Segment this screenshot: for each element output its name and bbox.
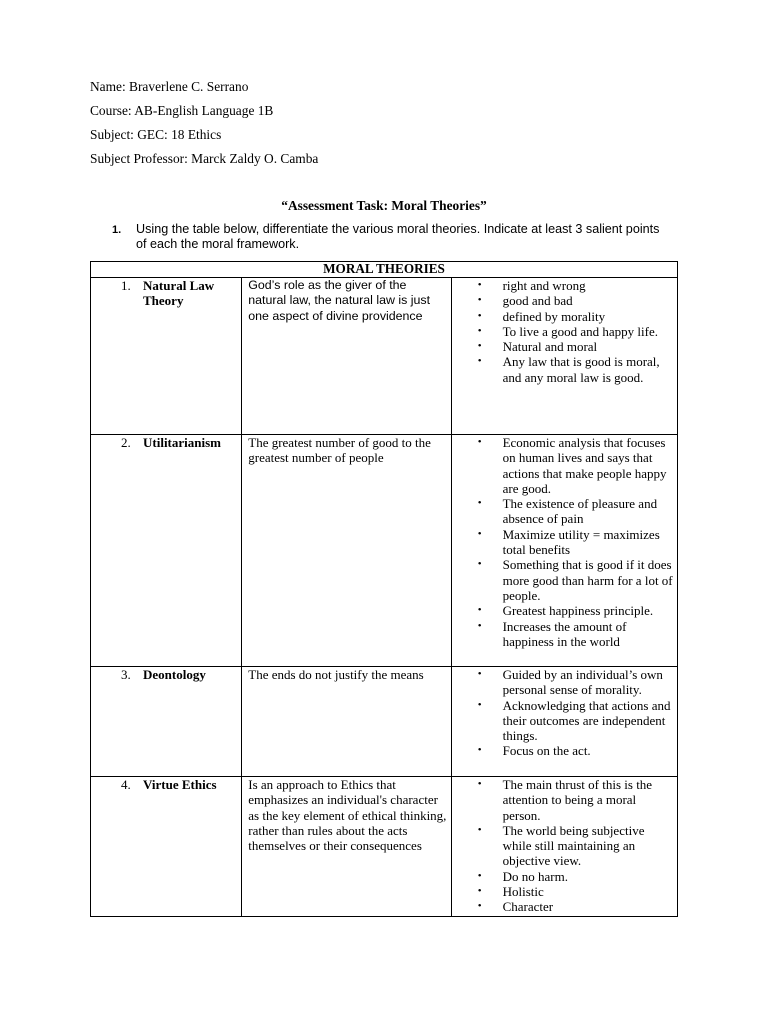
subject-line: Subject: GEC: 18 Ethics — [90, 127, 222, 142]
theory-definition-cell — [242, 667, 451, 777]
table-heading: MORAL THEORIES — [91, 262, 678, 278]
points-list — [452, 667, 677, 759]
list-item — [452, 603, 673, 618]
list-item — [452, 324, 673, 339]
points-list — [452, 777, 677, 915]
list-item — [452, 293, 673, 308]
theory-definition: Is an approach to Ethics that emphasizes an individual's character as the key element of ethical thinking, rather than rules about the acts themselves or their consequences — [248, 777, 447, 854]
theory-points-cell — [451, 667, 677, 777]
list-item — [452, 698, 673, 744]
bullet-icon: • — [477, 309, 482, 322]
list-item — [452, 557, 673, 603]
professor-line: Subject Professor: Marck Zaldy O. Camba — [90, 151, 319, 166]
point-text: Natural and moral — [502, 339, 598, 355]
theory-points-cell — [451, 278, 677, 435]
bullet-icon: • — [477, 279, 482, 291]
question-number: 1. — [112, 224, 122, 236]
point-text: The world being subjective while still maintaining an objective view. — [502, 822, 645, 869]
theory-number: 4. — [121, 777, 131, 792]
theory-definition: God’s role as the giver of the natural law, the natural law is just one aspect of divine providence — [248, 278, 431, 323]
point-text: Character — [502, 899, 554, 915]
list-item — [452, 354, 673, 385]
theory-name: Virtue Ethics — [143, 777, 217, 792]
bullet-icon: • — [477, 497, 482, 510]
bullet-icon: • — [477, 885, 482, 898]
points-list — [452, 435, 677, 649]
theory-number: 3. — [121, 667, 131, 682]
bullet-icon: • — [477, 619, 482, 632]
point-text: To live a good and happy life. — [502, 323, 659, 339]
question-1 — [112, 222, 672, 252]
point-text: Guided by an individual’s own personal sense of morality. — [502, 667, 663, 698]
bullet-icon: • — [477, 527, 482, 540]
theory-definition: The ends do not justify the means — [248, 667, 424, 682]
theory-definition-cell — [242, 435, 451, 667]
bullet-icon: • — [477, 324, 482, 337]
bullet-icon: • — [477, 823, 482, 836]
point-text: right and wrong — [502, 278, 586, 293]
theory-number: 2. — [121, 435, 131, 450]
bullet-icon: • — [477, 778, 482, 790]
table-row — [91, 667, 678, 777]
list-item — [452, 619, 673, 650]
bullet-icon: • — [477, 604, 482, 617]
bullet-icon: • — [477, 340, 482, 353]
table-row — [91, 278, 678, 435]
theory-number: 1. — [121, 278, 131, 293]
theory-name: Utilitarianism — [143, 435, 221, 450]
theory-points-cell — [451, 435, 677, 667]
list-item — [452, 823, 673, 869]
course-line: Course: AB-English Language 1B — [90, 103, 274, 118]
question-text: Using the table below, differentiate the various moral theories. Indicate at least 3 salient points of each the moral framework. — [136, 222, 660, 251]
bullet-icon: • — [477, 744, 482, 757]
point-text: Increases the amount of happiness in the world — [502, 618, 627, 649]
bullet-icon: • — [477, 558, 482, 571]
point-text: defined by morality — [502, 308, 606, 324]
bullet-icon: • — [477, 698, 482, 711]
list-item — [452, 777, 673, 823]
theory-points-cell — [451, 777, 677, 917]
list-item — [452, 435, 673, 496]
list-item — [452, 869, 673, 884]
list-item — [452, 339, 673, 354]
table-row — [91, 435, 678, 667]
points-list — [452, 278, 677, 385]
list-item — [452, 667, 673, 698]
moral-theories-table — [90, 261, 678, 917]
point-text: Any law that is good is moral, and any moral law is good. — [502, 354, 660, 385]
point-text: Focus on the act. — [502, 743, 591, 759]
point-text: Acknowledging that actions and their outcomes are independent things. — [502, 697, 671, 744]
point-text: Holistic — [502, 884, 544, 900]
table-row — [91, 777, 678, 917]
list-item — [452, 899, 673, 914]
theory-definition: The greatest number of good to the greatest number of people — [248, 435, 431, 466]
list-item — [452, 884, 673, 899]
theory-name-cell — [91, 435, 242, 667]
point-text: Do no harm. — [502, 868, 568, 884]
bullet-icon: • — [477, 355, 482, 368]
list-item — [452, 743, 673, 758]
theory-name: Natural Law Theory — [143, 278, 215, 309]
bullet-icon: • — [477, 436, 482, 448]
bullet-icon: • — [477, 869, 482, 882]
document-title: “Assessment Task: Moral Theories” — [281, 198, 487, 213]
point-text: good and bad — [502, 293, 573, 309]
point-text: The existence of pleasure and absence of pain — [502, 496, 658, 527]
theory-name: Deontology — [143, 667, 206, 682]
theory-name-cell — [91, 667, 242, 777]
point-text: Economic analysis that focuses on human lives and says that actions that make people happy are good. — [502, 435, 667, 496]
point-text: Something that is good if it does more good than harm for a lot of people. — [502, 557, 673, 603]
point-text: Greatest happiness principle. — [502, 603, 654, 619]
list-item — [452, 309, 673, 324]
student-name: Name: Braverlene C. Serrano — [90, 79, 249, 94]
theory-definition-cell — [242, 777, 451, 917]
bullet-icon: • — [477, 900, 482, 913]
theory-name-cell — [91, 777, 242, 917]
theory-definition-cell — [242, 278, 451, 435]
table-body — [91, 278, 678, 917]
bullet-icon: • — [477, 668, 482, 680]
theory-name-cell — [91, 278, 242, 435]
point-text: The main thrust of this is the attention to being a moral person. — [502, 777, 653, 823]
list-item — [452, 278, 673, 293]
point-text: Maximize utility = maximizes total benefits — [502, 526, 660, 558]
bullet-icon: • — [477, 294, 482, 307]
list-item — [452, 527, 673, 558]
list-item — [452, 496, 673, 527]
